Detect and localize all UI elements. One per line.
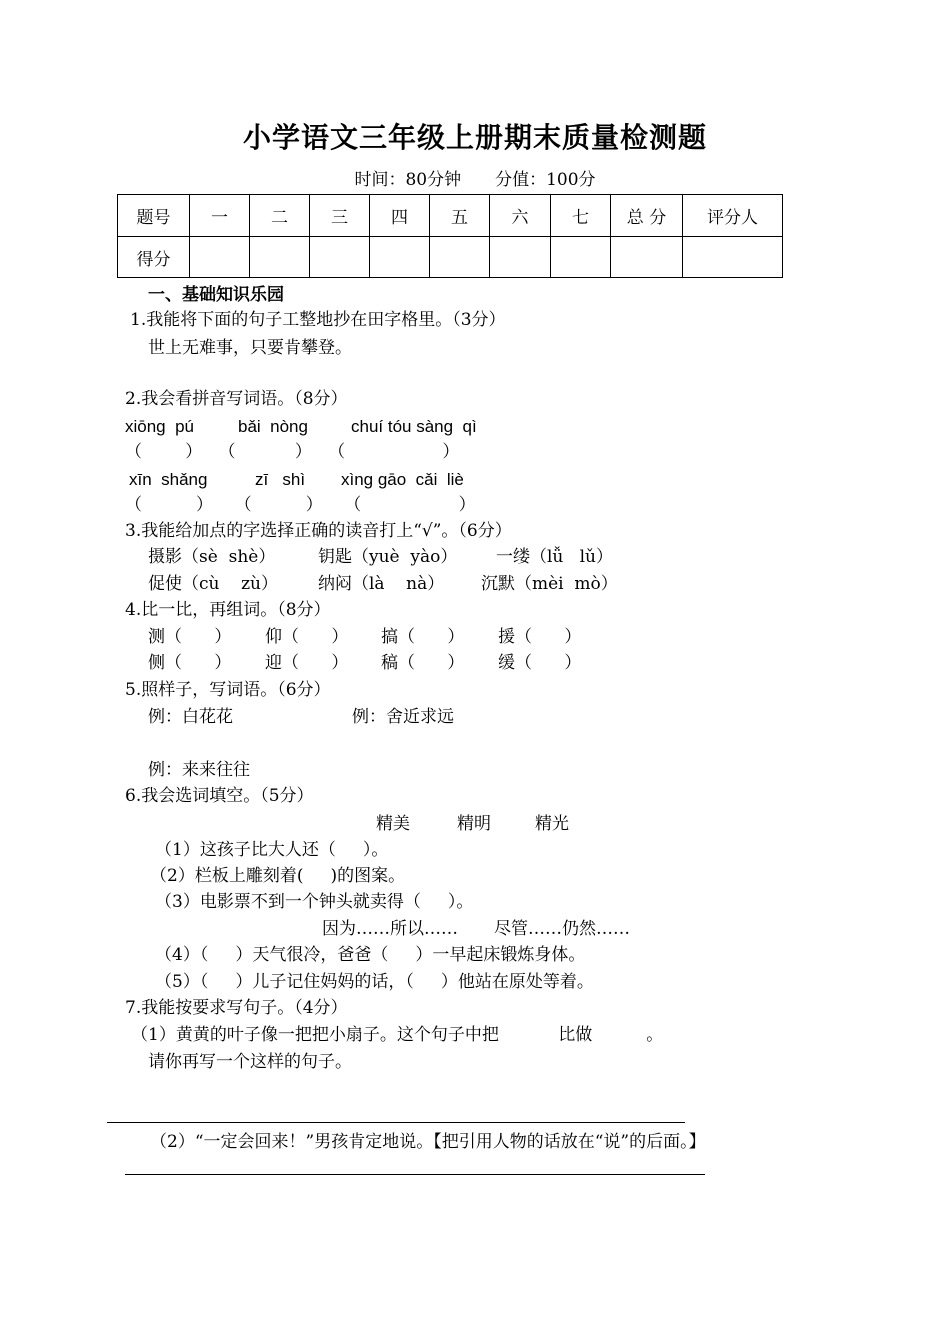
word-compare[interactable]: 迎（ ） — [265, 653, 349, 673]
answer-line[interactable] — [125, 1174, 705, 1175]
table-cell: 二 — [250, 195, 310, 237]
word-choice: 尽管……仍然…… — [494, 919, 630, 939]
answer-line[interactable] — [107, 1122, 685, 1123]
word-compare[interactable]: 测（ ） — [148, 627, 232, 647]
question-title: 6.我会选词填空。（5分） — [125, 786, 314, 806]
example-word: 例：白花花 — [148, 707, 233, 727]
question-title: 4.比一比，再组词。（8分） — [125, 600, 331, 620]
table-cell: 七 — [551, 195, 611, 237]
pinyin-choice[interactable]: 沉默（mèi mò） — [481, 574, 618, 594]
score-cell[interactable] — [490, 237, 551, 278]
table-cell: 六 — [490, 195, 551, 237]
answer-brackets[interactable]: （ ） （ ） （ ） — [125, 442, 460, 462]
score-cell[interactable] — [190, 237, 250, 278]
word-choice: 精美 — [376, 814, 410, 834]
question-title: 7.我能按要求写句子。（4分） — [125, 998, 348, 1018]
pinyin: bǎi nònɡ — [238, 417, 308, 436]
pinyin-choice[interactable]: 钥匙（yuè yào） — [318, 547, 458, 567]
pinyin: zī shì — [255, 470, 306, 489]
pinyin-choice[interactable]: 纳闷（là nà） — [318, 574, 445, 594]
score-table-score-row — [118, 237, 783, 278]
word-choice: 因为……所以…… — [322, 919, 458, 939]
word-compare[interactable]: 侧（ ） — [148, 653, 232, 673]
score-cell[interactable] — [551, 237, 611, 278]
pinyin: chuí tóu sànɡ qì — [351, 417, 477, 436]
table-cell: 四 — [370, 195, 430, 237]
rewrite-sentence: （1）黄黄的叶子像一把把小扇子。这个句子中把 比做 。 — [131, 1025, 664, 1045]
word-choice: 精光 — [535, 814, 569, 834]
score-cell[interactable] — [430, 237, 490, 278]
pinyin: xìnɡ ɡāo cǎi liè — [341, 470, 464, 489]
pinyin: xīn shǎnɡ — [129, 470, 208, 489]
word-compare[interactable]: 搞（ ） — [381, 627, 465, 647]
word-compare[interactable]: 缓（ ） — [498, 653, 582, 673]
score-cell[interactable] — [611, 237, 683, 278]
score-cell[interactable] — [250, 237, 310, 278]
score-cell[interactable] — [370, 237, 430, 278]
table-cell: 一 — [190, 195, 250, 237]
pinyin-choice[interactable]: 摄影（sè shè） — [148, 547, 276, 567]
score-cell[interactable] — [683, 237, 783, 278]
table-cell: 五 — [430, 195, 490, 237]
answer-brackets[interactable]: （ ） （ ） （ ） — [125, 495, 476, 515]
question-title: 3.我能给加点的字选择正确的读音打上“√”。（6分） — [125, 521, 512, 541]
fill-sentence[interactable]: （4）（ ）天气很冷，爸爸（ ）一早起床锻炼身体。 — [155, 945, 586, 965]
pinyin: xiōnɡ pú — [125, 417, 194, 436]
table-cell: 三 — [310, 195, 370, 237]
fill-sentence[interactable]: （1）这孩子比大人还（ ）。 — [155, 840, 389, 860]
score-table-header-row — [118, 195, 783, 237]
copy-sentence: 世上无难事，只要肯攀登。 — [148, 338, 352, 358]
time-score-info: 时间：80分钟 分值：100分 — [354, 170, 596, 190]
table-cell: 得分 — [118, 237, 190, 278]
table-cell: 评分人 — [683, 195, 783, 237]
instruction: 请你再写一个这样的句子。 — [148, 1052, 352, 1072]
question-title: 2.我会看拼音写词语。（8分） — [125, 389, 348, 409]
score-table — [117, 194, 783, 278]
score-cell[interactable] — [310, 237, 370, 278]
pinyin-choice[interactable]: 促使（cù zù） — [148, 574, 278, 594]
table-cell: 总 分 — [611, 195, 683, 237]
page-title: 小学语文三年级上册期末质量检测题 — [242, 121, 707, 154]
word-choice: 精明 — [457, 814, 491, 834]
fill-sentence[interactable]: （3）电影票不到一个钟头就卖得（ ）。 — [155, 892, 474, 912]
example-word: 例：舍近求远 — [352, 707, 454, 727]
word-compare[interactable]: 仰（ ） — [265, 627, 349, 647]
section-heading: 一、基础知识乐园 — [148, 285, 284, 305]
fill-sentence[interactable]: （2）栏板上雕刻着( )的图案。 — [150, 866, 406, 886]
pinyin-choice[interactable]: 一缕（lǚ lǔ） — [496, 547, 613, 567]
table-cell: 题号 — [118, 195, 190, 237]
example-word: 例：来来往往 — [148, 760, 250, 780]
word-compare[interactable]: 稿（ ） — [381, 653, 465, 673]
fill-sentence[interactable]: （5）（ ）儿子记住妈妈的话，（ ）他站在原处等着。 — [155, 972, 594, 992]
question-title: 1.我能将下面的句子工整地抄在田字格里。（3分） — [130, 310, 506, 330]
word-compare[interactable]: 援（ ） — [498, 627, 582, 647]
rewrite-sentence: （2）“一定会回来！”男孩肯定地说。【把引用人物的话放在“说”的后面。】 — [150, 1132, 706, 1152]
question-title: 5.照样子，写词语。（6分） — [125, 680, 331, 700]
